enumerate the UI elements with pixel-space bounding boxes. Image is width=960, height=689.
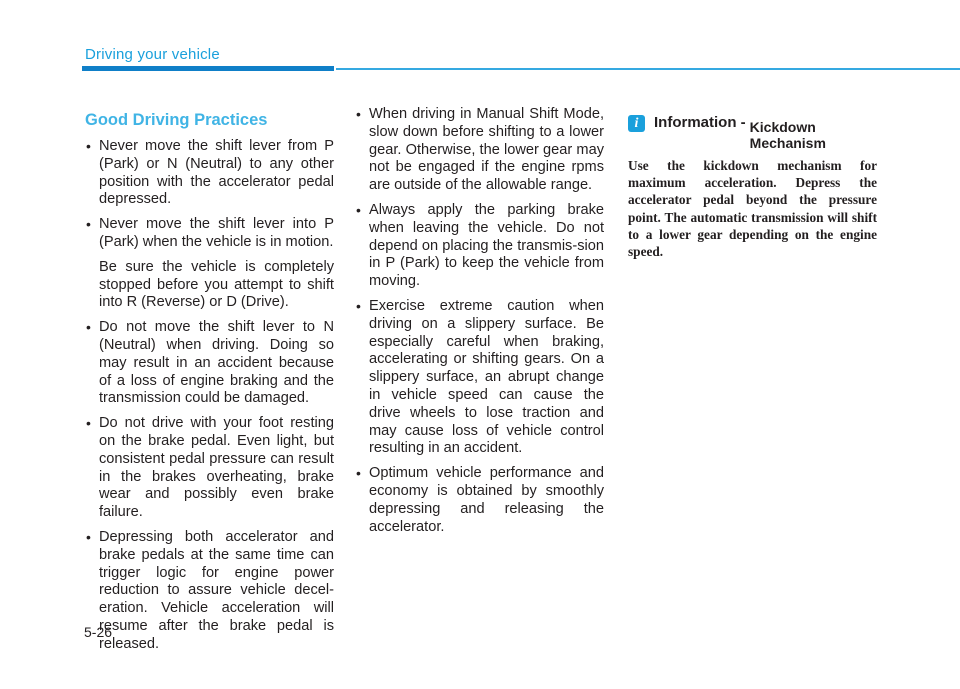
info-label: Information - — [654, 114, 746, 131]
list-item: • Do not move the shift lever to N (Neutral) when driving. Doing so may result in an accident because of a loss of engine braking and the transmission could be damaged. — [86, 319, 334, 407]
list-item: • Never move the shift lever into P (Park) when the vehicle is in motion. — [86, 216, 334, 250]
page-number: 5-26 — [84, 624, 113, 640]
list-item: • Do not drive with your foot resting on the brake pedal. Even light, but consistent pedal pressure can result in the brakes overheating, brake wear and possibly even brake failure. — [86, 415, 334, 521]
bullet-icon: • — [356, 201, 361, 218]
bullet-icon: • — [86, 319, 91, 336]
info-header — [628, 114, 877, 151]
bullet-icon: • — [356, 465, 361, 482]
list-item: • Exercise extreme caution when driving on a slippery surface. Be especially careful when braking, accelerating or shifting gears. On a slippery surface, an abrupt change in vehicle speed can cause the drive wheels to lose traction and may cause loss of vehicle control resulting in an accident. — [356, 297, 604, 457]
list-item: • Depressing both accelerator and brake pedals at the same time can trigger logic for engine power reduction to assure vehicle decel-eration. Vehicle acceleration will resume after the brake pedal is released. — [86, 528, 334, 652]
sub-paragraph: Be sure the vehicle is completely stopped before you attempt to shift into R (Reverse) or D (Drive). — [99, 258, 334, 311]
list-item: • Never move the shift lever from P (Park) or N (Neutral) to any other position with the accelerator pedal depressed. — [86, 138, 334, 208]
bullet-icon: • — [356, 297, 361, 314]
info-icon: i — [628, 115, 645, 132]
bullet-icon: • — [86, 415, 91, 432]
middle-column — [355, 106, 604, 543]
bullet-icon: • — [86, 528, 91, 545]
info-body: Use the kickdown mechanism for maximum acceleration. Depress the accelerator pedal beyond the pressure point. The automatic transmission will shift to a lower gear depending on the engine speed. — [628, 158, 877, 260]
list-item: • Optimum vehicle performance and economy is obtained by smoothly depressing and releasing the accelerator. — [356, 465, 604, 535]
info-column — [628, 114, 877, 260]
bullet-icon: • — [86, 216, 91, 233]
bullet-icon: • — [356, 106, 361, 122]
header-rule-thin — [336, 68, 960, 70]
left-column — [85, 110, 334, 661]
section-heading: Good Driving Practices — [85, 111, 268, 129]
list-item: • When driving in Manual Shift Mode, slow down before shifting to a lower gear. Otherwise, the lower gear may not be engaged if the engine rpms are outside of the allowable range. — [356, 106, 604, 194]
bullet-icon: • — [86, 138, 91, 154]
list-item: • Always apply the parking brake when leaving the vehicle. Do not depend on placing the transmis-sion in P (Park) to keep the vehicle from moving. — [356, 201, 604, 290]
info-title: Kickdown Mechanism — [749, 119, 826, 151]
section-title: Driving your vehicle — [85, 46, 220, 63]
header-rule-thick — [82, 66, 334, 71]
